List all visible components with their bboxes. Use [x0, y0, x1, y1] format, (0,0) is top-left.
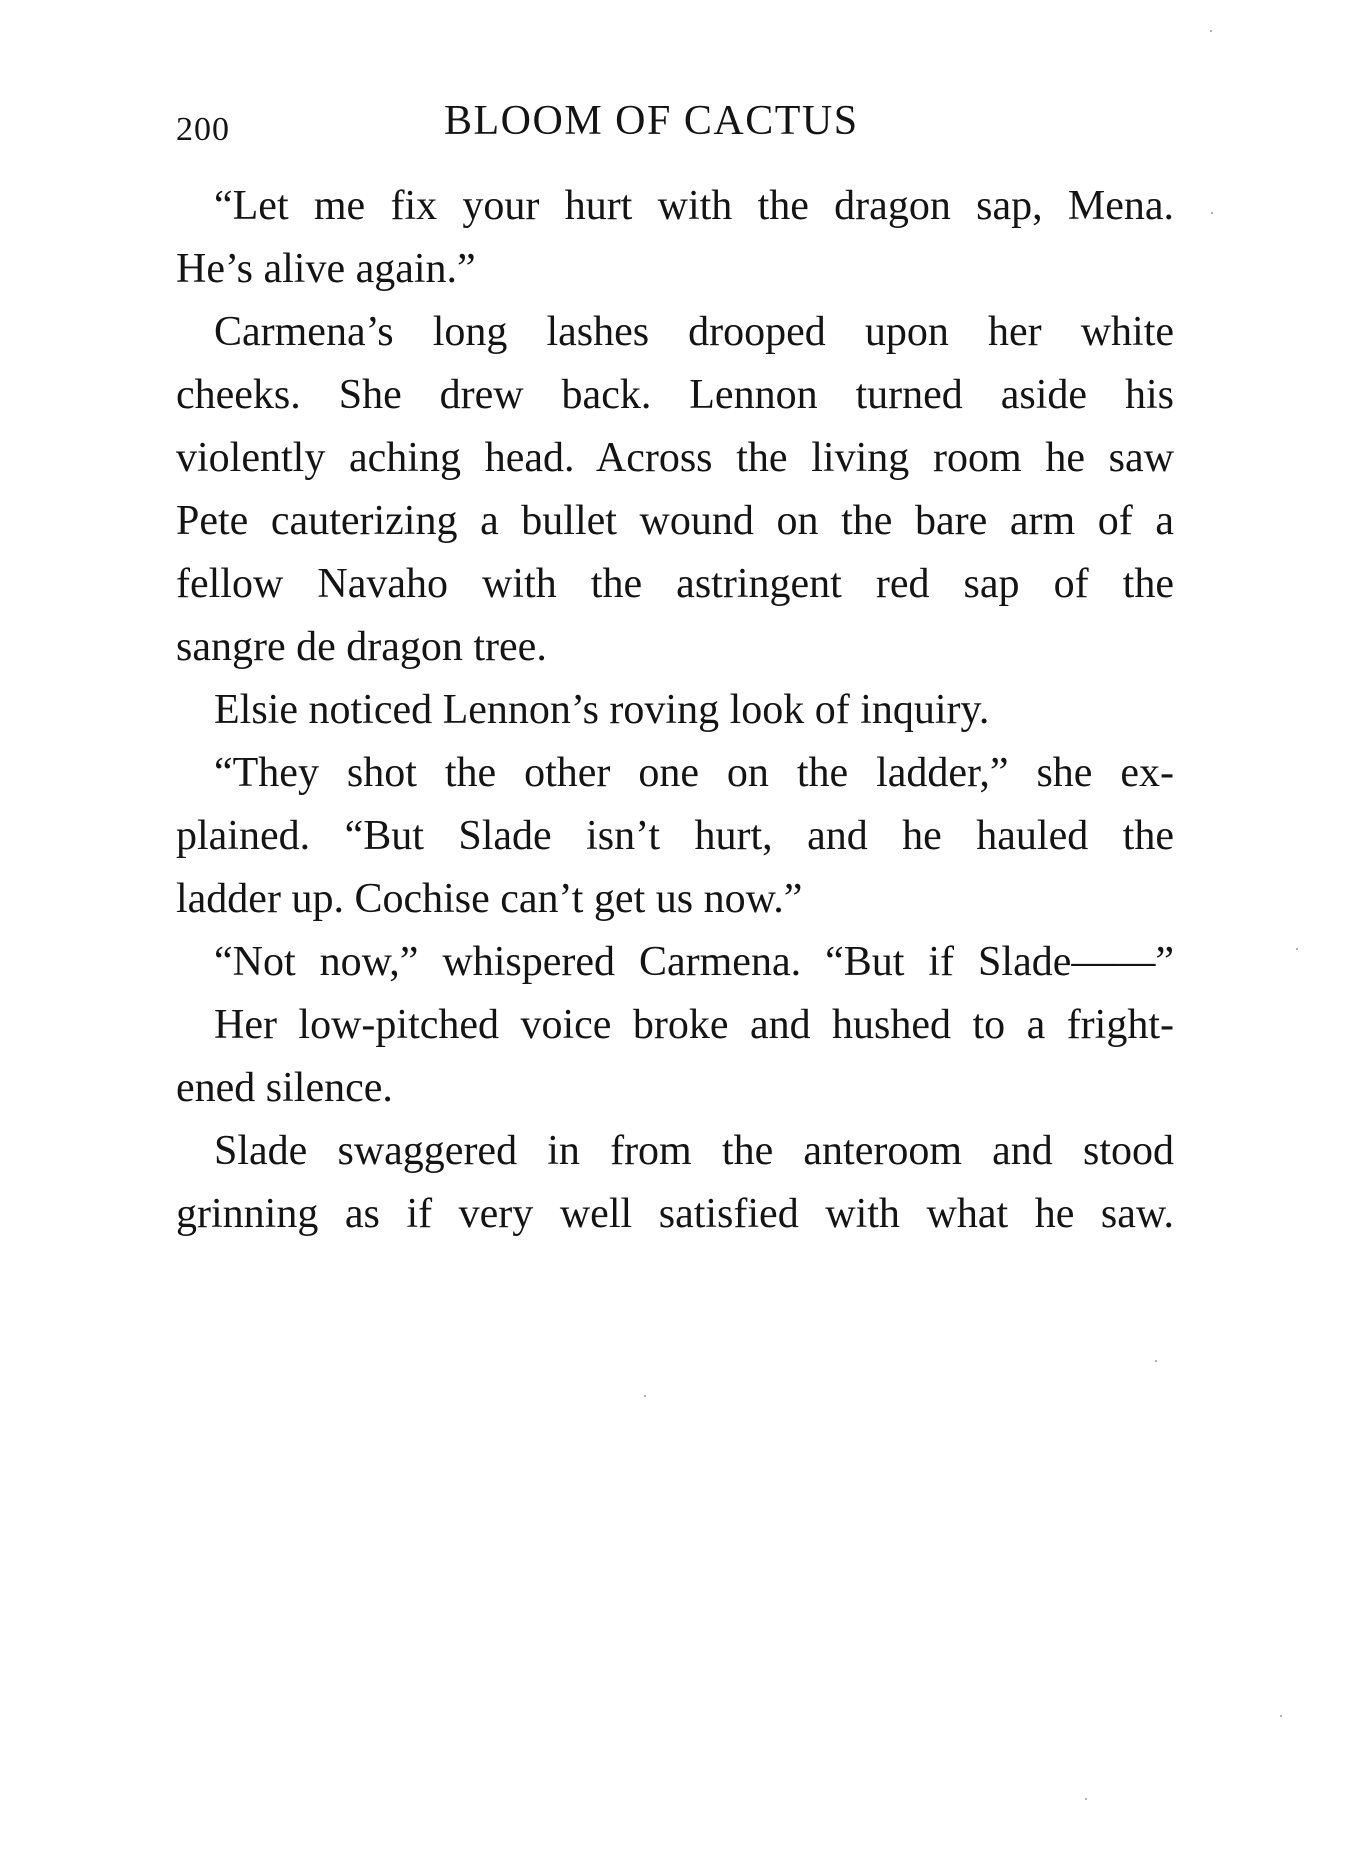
scan-speck — [1155, 1360, 1157, 1362]
text-line: “They shot the other one on the ladder,” she ex- — [214, 750, 1174, 796]
text-line: fellow Navaho with the astringent red sap of the — [176, 561, 1174, 607]
running-title: BLOOM OF CACTUS — [444, 98, 859, 144]
body-text — [176, 175, 1174, 1246]
text-line: “Not now,” whispered Carmena. “But if Slade——” — [214, 939, 1174, 985]
page-number: 200 — [176, 111, 230, 148]
text-line: Elsie noticed Lennon’s roving look of inquiry. — [214, 687, 990, 733]
scan-speck — [1211, 212, 1213, 214]
text-line: Her low-pitched voice broke and hushed to a fright- — [214, 1002, 1174, 1048]
scan-speck — [1296, 948, 1298, 950]
text-line: Pete cauterizing a bullet wound on the bare arm of a — [176, 498, 1174, 544]
text-line: Slade swaggered in from the anteroom and stood — [214, 1128, 1174, 1174]
text-line: ened silence. — [176, 1065, 393, 1111]
scan-speck — [1280, 1715, 1282, 1717]
text-line: grinning as if very well satisfied with what he saw. — [176, 1191, 1174, 1237]
scan-speck — [1085, 1798, 1087, 1800]
text-line: “Let me fix your hurt with the dragon sap, Mena. — [214, 183, 1174, 229]
text-line: Carmena’s long lashes drooped upon her white — [214, 309, 1174, 355]
scan-speck — [644, 1395, 646, 1397]
text-line: cheeks. She drew back. Lennon turned aside his — [176, 372, 1174, 418]
text-line: He’s alive again.” — [176, 246, 476, 292]
text-line: plained. “But Slade isn’t hurt, and he hauled the — [176, 813, 1174, 859]
page-header — [176, 97, 1176, 157]
scan-speck — [1210, 30, 1212, 32]
text-line: ladder up. Cochise can’t get us now.” — [176, 876, 803, 922]
text-line: sangre de dragon tree. — [176, 624, 547, 670]
text-line: violently aching head. Across the living room he saw — [176, 435, 1174, 481]
